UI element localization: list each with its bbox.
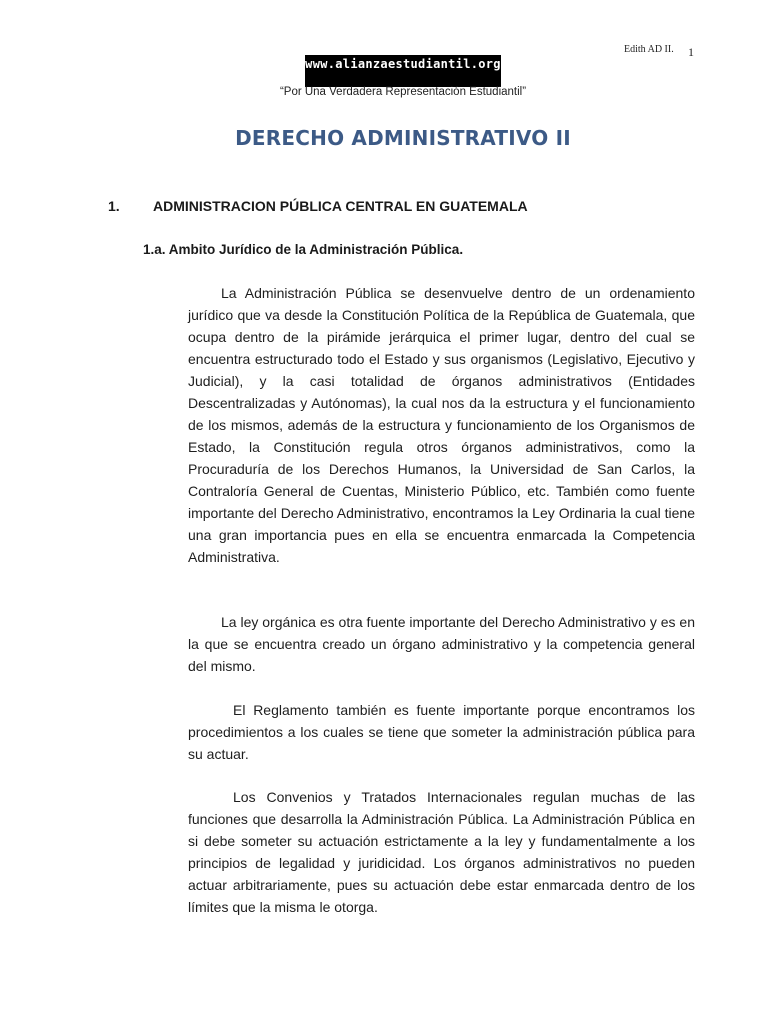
website-banner[interactable]: www.alianzaestudiantil.org xyxy=(305,55,501,87)
header-author-note: Edith AD II. xyxy=(624,44,674,55)
subsection-title: 1.a. Ambito Jurídico de la Administración Pública. xyxy=(143,242,464,257)
section-title: ADMINISTRACION PÚBLICA CENTRAL EN GUATEMALA xyxy=(153,198,528,214)
paragraph: La Administración Pública se desenvuelve dentro de un ordenamiento jurídico que va desde la Constitución Política de la República de Guatemala, que ocupa dentro de la pirámide jerárquica el primer lugar, dentro del cual se encuentra estructurado todo el Estado y sus organismos (Legislativo, Ejecutivo y Judicial), y la casi totalidad de órganos administrativos (Entidades Descentralizadas y Autónomas), la cual nos da la estructura y el funcionamiento de los mismos, además de la estructura y funcionamiento de los Organismos de Estado, la Constitución regula otros órganos administrativos, como la Procuraduría de los Derechos Humanos, la Universidad de San Carlos, la Contraloría General de Cuentas, Ministerio Público, etc. También como fuente importante del Derecho Administrativo, encontramos la Ley Ordinaria la cual tiene una gran importancia pues en ella se encuentra enmarcada la Competencia Administrativa. xyxy=(188,285,695,565)
section-number: 1. xyxy=(108,198,120,214)
paragraph: El Reglamento también es fuente importante porque encontramos los procedimientos a los cuales se tiene que someter la administración pública para su actuar. xyxy=(188,702,695,762)
paragraph: Los Convenios y Tratados Internacionales regulan muchas de las funciones que desarrolla la Administración Pública. La Administración Pública en si debe someter su actuación estrictamente a la ley y fundamentalmente a los principios de legalidad y juridicidad. Los órganos administrativos no pueden actuar arbitrariamente, pues su actuación debe estar enmarcada dentro de los límites que la misma le otorga. xyxy=(188,789,695,915)
page-number: 1 xyxy=(688,45,694,59)
banner-motto: “Por Una Verdadera Representación Estudiantil” xyxy=(279,86,527,98)
document-title: DERECHO ADMINISTRATIVO II xyxy=(235,126,571,150)
paragraph: La ley orgánica es otra fuente importante del Derecho Administrativo y es en la que se encuentra creado un órgano administrativo y la competencia general del mismo. xyxy=(188,614,695,674)
